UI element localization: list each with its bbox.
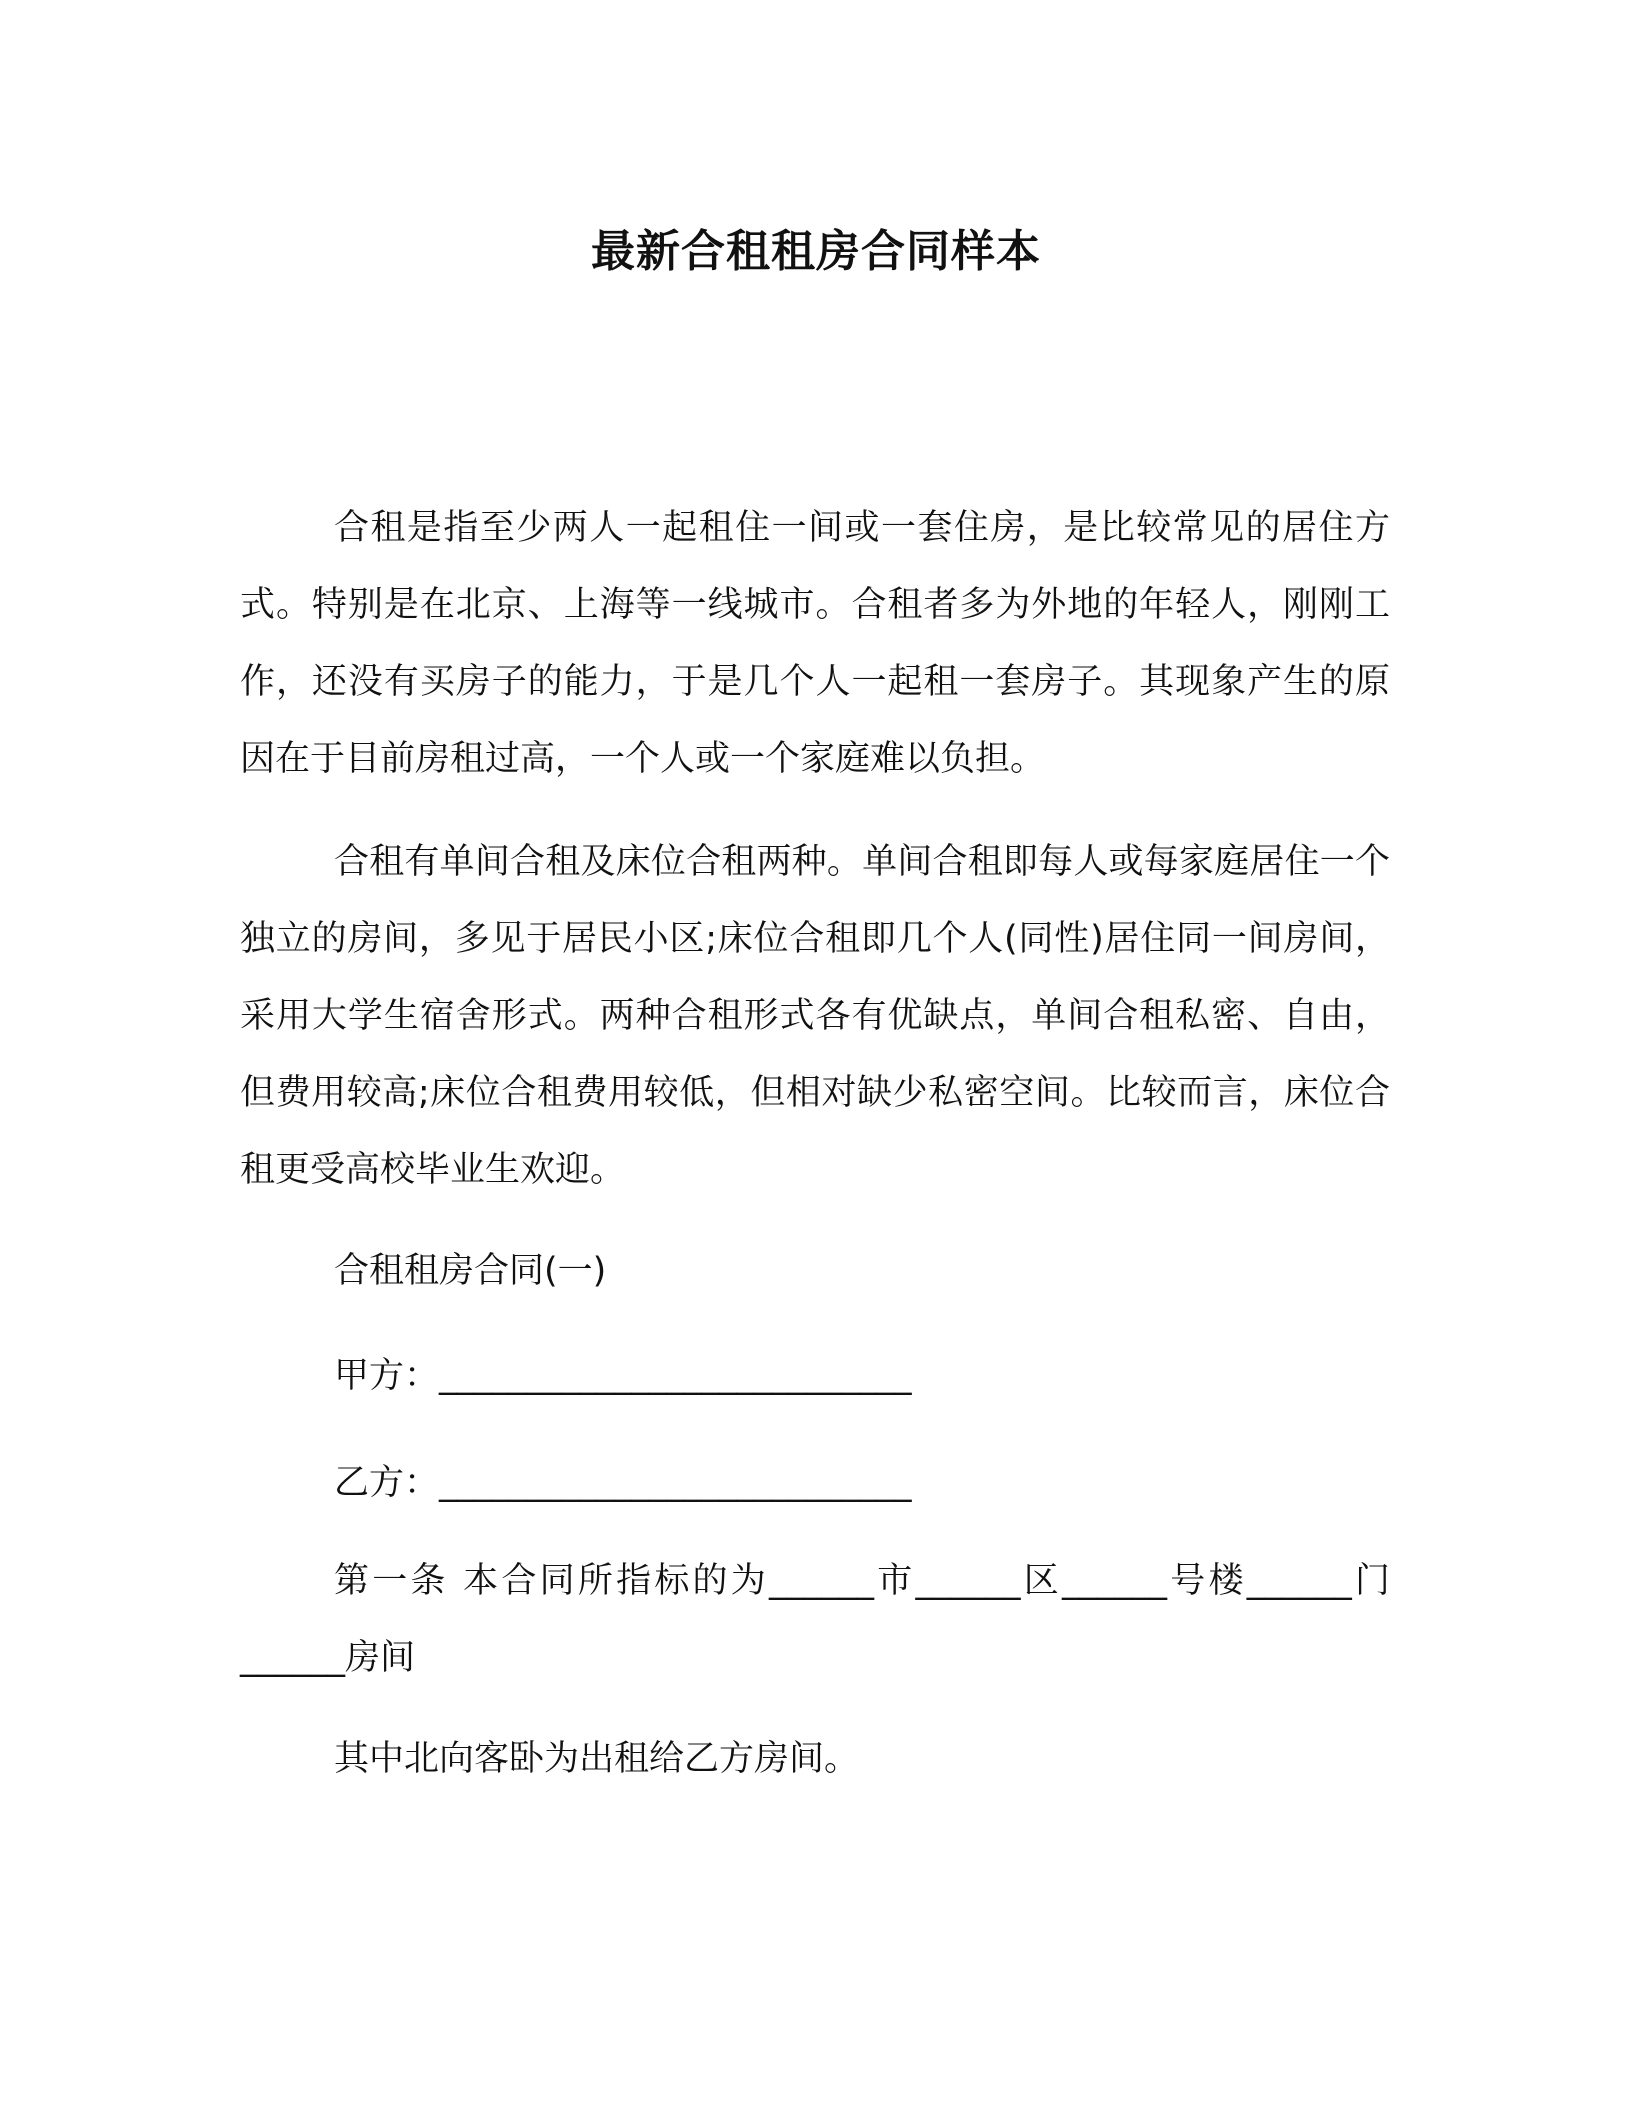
room-note: 其中北向客卧为出租给乙方房间。 [334, 1739, 860, 1779]
types-paragraph: 合租有单间合租及床位合租两种。单间合租即每人或每家庭居住一个独立的房间，多见于居民小区;床位合租即几个人(同性)居住同一间房间，采用大学生宿舍形式。两种合租形式各有优缺点，单间合租私密、自由，但费用较高;床位合租费用较低，但相对缺少私密空间。比较而言，床位合租更受高校毕业生欢迎。 [240, 842, 1390, 1190]
party-a-line: 甲方：___________________________ [334, 1356, 912, 1396]
intro-paragraph: 合租是指至少两人一起租住一间或一套住房，是比较常见的居住方式。特别是在北京、上海等一线城市。合租者多为外地的年轻人，刚刚工作，还没有买房子的能力，于是几个人一起租一套房子。其现象产生的原因在于目前房租过高，一个人或一个家庭难以负担。 [240, 508, 1390, 779]
party-b-line: 乙方：___________________________ [334, 1463, 912, 1503]
article-one: 第一条 本合同所指标的为______市______区______号楼______门______房间 [240, 1561, 1390, 1678]
document-title: 最新合租租房合同样本 [591, 226, 1041, 277]
contract-heading: 合租租房合同(一) [334, 1251, 607, 1291]
